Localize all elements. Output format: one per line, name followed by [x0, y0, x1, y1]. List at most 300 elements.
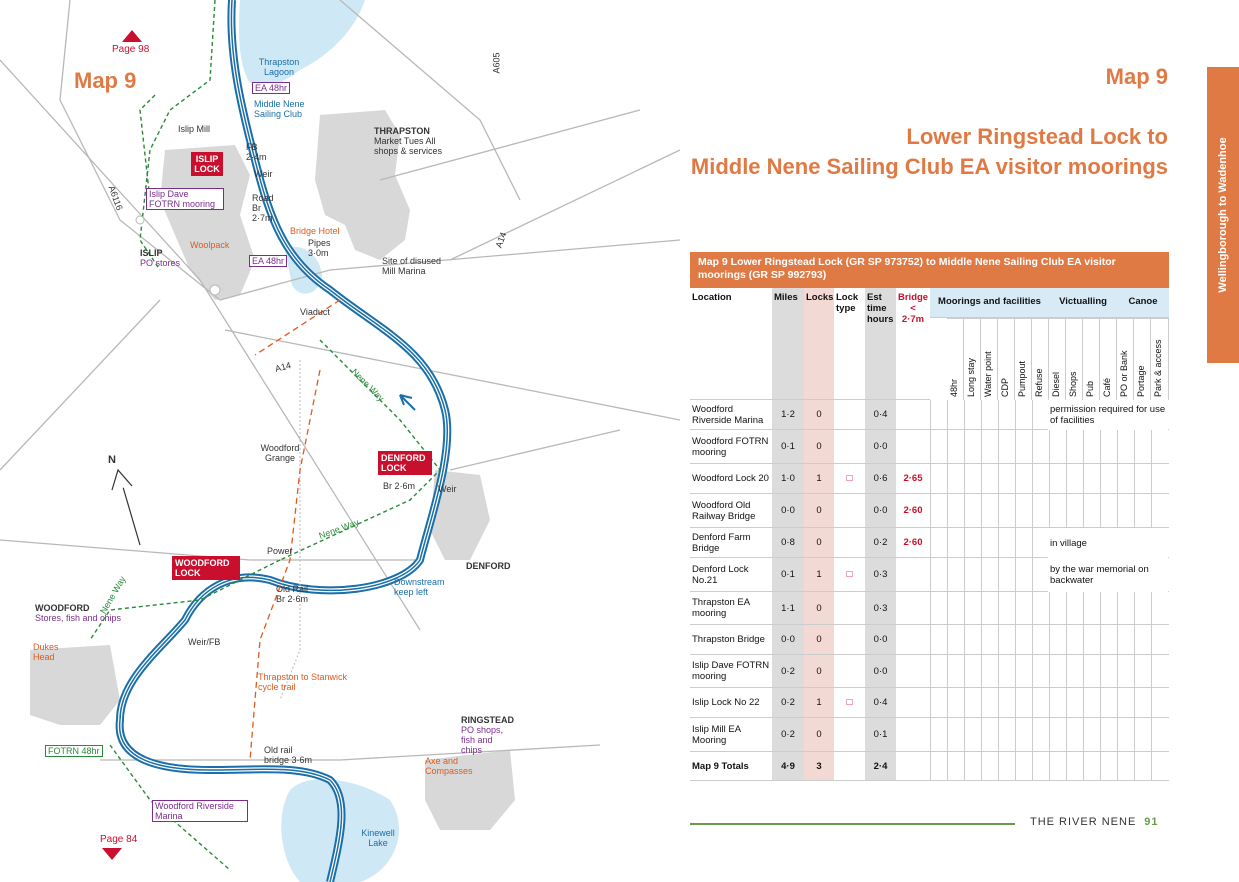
row-bridge [896, 430, 930, 464]
row-miles: 0·8 [772, 528, 804, 558]
row-facility-cell [947, 655, 964, 688]
row-bridge [896, 625, 930, 655]
row-facility-cell [964, 464, 981, 494]
label-woolpack: Woolpack [190, 240, 230, 250]
row-facility-cell [981, 558, 998, 592]
totals-facility-cell [1032, 752, 1049, 781]
header-location: Location [690, 288, 772, 400]
page-up-arrow [122, 30, 142, 42]
row-facility-cell [947, 528, 964, 558]
row-facility-cell [947, 430, 964, 464]
row-facility-cell [981, 494, 998, 528]
label-cycle-trail: Thrapston to Stanwick cycle trail [258, 672, 348, 692]
row-locks: 0 [804, 655, 834, 688]
row-location: Woodford Riverside Marina [690, 400, 772, 430]
header-locks: Locks [804, 288, 834, 400]
subheader-9: Café [1100, 318, 1117, 400]
row-lock-type [834, 430, 865, 464]
row-lock-type [834, 625, 865, 655]
row-facility-cell [1049, 494, 1066, 528]
row-lock-type [834, 494, 865, 528]
row-facility-cell [998, 688, 1015, 718]
row-facility-cell [1134, 718, 1151, 752]
page-ref-top[interactable]: Page 98 [112, 44, 150, 55]
label-pipes: Pipes 3·0m [308, 238, 331, 258]
row-locks: 1 [804, 688, 834, 718]
row-bridge [896, 400, 930, 430]
label-islip-dave: Islip Dave FOTRN mooring [146, 188, 224, 210]
row-facility-cell [1100, 464, 1117, 494]
row-facility-cell [947, 494, 964, 528]
label-nene-way-1: Nene Way [349, 366, 387, 404]
row-facility-cell [964, 494, 981, 528]
row-facility-cell [1134, 464, 1151, 494]
row-facility-cell [964, 625, 981, 655]
row-facility-cell [930, 558, 947, 592]
row-lock-type: □ [834, 464, 865, 494]
totals-hours: 2·4 [865, 752, 896, 781]
row-miles: 0·0 [772, 494, 804, 528]
subheader-12: Park & access [1151, 318, 1169, 400]
row-facility-cell [981, 625, 998, 655]
row-facility-cell [1032, 625, 1049, 655]
totals-facility-cell [1066, 752, 1083, 781]
row-locks: 0 [804, 400, 834, 430]
row-facility-cell [930, 494, 947, 528]
row-hours: 0·6 [865, 464, 896, 494]
label-nene-way-2: Nene Way [317, 517, 361, 541]
row-facility-cell [930, 430, 947, 464]
row-facility-cell [1015, 528, 1032, 558]
row-miles: 0·0 [772, 625, 804, 655]
totals-miles: 4·9 [772, 752, 804, 781]
row-facility-cell [1032, 494, 1049, 528]
subheader-8: Pub [1083, 318, 1100, 400]
footer [1030, 816, 1159, 828]
row-facility-cell [1117, 592, 1134, 625]
row-facility-cell [1066, 718, 1083, 752]
subheader-0: 48hr [947, 318, 964, 400]
row-facility-cell [1134, 625, 1151, 655]
row-facility-cell [947, 688, 964, 718]
row-location: Woodford Old Railway Bridge [690, 494, 772, 528]
row-miles: 0·2 [772, 688, 804, 718]
row-facility-cell [1117, 718, 1134, 752]
row-facility-cell [930, 625, 947, 655]
label-islip-sub: PO stores [140, 258, 181, 268]
row-facility-cell [930, 655, 947, 688]
row-facility-cell [1066, 592, 1083, 625]
row-facility-cell [930, 592, 947, 625]
north-arrow [112, 470, 140, 545]
row-facility-cell [1015, 625, 1032, 655]
row-facility-cell [1049, 430, 1066, 464]
totals-facility-cell [930, 752, 947, 781]
row-facility-cell [1049, 718, 1066, 752]
totals-facility-cell [1015, 752, 1032, 781]
row-facility-cell [930, 528, 947, 558]
row-miles: 0·2 [772, 718, 804, 752]
label-a6116: A6116 [106, 184, 125, 212]
subheader-6: Diesel [1049, 318, 1066, 400]
page-heading-line1: Lower Ringstead Lock to [906, 124, 1168, 149]
row-hours: 0·4 [865, 400, 896, 430]
label-sailing-club: Middle Nene Sailing Club [254, 99, 305, 119]
row-facility-cell [1032, 528, 1049, 558]
label-fb: FB 2·4m [246, 142, 267, 162]
row-lock-type [834, 655, 865, 688]
label-thrapston: THRAPSTON [374, 126, 430, 136]
row-hours: 0·2 [865, 528, 896, 558]
label-disused-marina: Site of disused Mill Marina [382, 256, 442, 276]
row-facility-cell [998, 655, 1015, 688]
row-hours: 0·3 [865, 558, 896, 592]
row-facility-cell [964, 655, 981, 688]
row-facility-cell [981, 655, 998, 688]
row-facility-cell [964, 430, 981, 464]
label-power: Power [267, 546, 293, 556]
row-facility-cell [930, 718, 947, 752]
label-islip: ISLIP [140, 248, 163, 258]
row-facility-cell [981, 464, 998, 494]
label-denford-lock: DENFORD LOCK [378, 451, 432, 475]
label-thrapston-sub: Market Tues All shops & services [374, 136, 443, 156]
row-miles: 0·1 [772, 430, 804, 464]
row-location: Woodford FOTRN mooring [690, 430, 772, 464]
row-location: Islip Dave FOTRN mooring [690, 655, 772, 688]
totals-facility-cell [964, 752, 981, 781]
row-location: Thrapston Bridge [690, 625, 772, 655]
row-hours: 0·4 [865, 688, 896, 718]
row-facility-cell [1083, 688, 1100, 718]
label-dukes-head: Dukes Head [33, 642, 59, 662]
label-a605: A605 [491, 52, 502, 74]
row-facility-cell [1032, 430, 1049, 464]
row-facility-cell [1151, 494, 1169, 528]
subheader-2: Water point [981, 318, 998, 400]
row-hours: 0·0 [865, 655, 896, 688]
row-facility-cell [998, 718, 1015, 752]
row-facility-cell [1134, 655, 1151, 688]
row-location: Woodford Lock 20 [690, 464, 772, 494]
row-facility-cell [1100, 430, 1117, 464]
row-facility-cell [981, 718, 998, 752]
row-facility-cell [981, 400, 998, 430]
row-miles: 1·0 [772, 464, 804, 494]
row-facility-cell [1134, 592, 1151, 625]
row-facility-cell [981, 430, 998, 464]
header-bridge: Bridge < 2·7m [896, 288, 930, 400]
table-title: Map 9 Lower Ringstead Lock (GR SP 973752) to Middle Nene Sailing Club EA visitor moorings (GR SP 992793) [690, 252, 1169, 288]
label-denford: DENFORD [466, 561, 511, 571]
subheader-5: Refuse [1032, 318, 1049, 400]
row-facility-cell [947, 558, 964, 592]
row-facility-cell [1032, 400, 1049, 430]
page-down-arrow [102, 848, 122, 860]
label-nene-way-3: Nene Way [98, 574, 128, 616]
subheader-10: PO or Bank [1117, 318, 1134, 400]
label-ea48-top: EA 48hr [252, 82, 290, 94]
label-downstream: Downstream keep left [394, 577, 445, 597]
row-note: permission required for use of facilities [1048, 400, 1168, 430]
row-facility-cell [998, 494, 1015, 528]
row-facility-cell [964, 592, 981, 625]
row-facility-cell [1083, 464, 1100, 494]
row-facility-cell [1151, 592, 1169, 625]
label-old-rail-1: Old Rail Br 2·6m [276, 584, 309, 604]
header-est-time: Est time hours [865, 288, 896, 400]
row-facility-cell [930, 400, 947, 430]
subheader-7: Shops [1066, 318, 1083, 400]
header-lock-type: Lock type [834, 288, 865, 400]
row-facility-cell [981, 528, 998, 558]
row-facility-cell [1100, 494, 1117, 528]
row-facility-cell [1151, 655, 1169, 688]
row-bridge: 2·60 [896, 494, 930, 528]
row-facility-cell [964, 528, 981, 558]
row-facility-cell [1066, 688, 1083, 718]
page-number: 91 [1144, 816, 1159, 828]
row-locks: 1 [804, 464, 834, 494]
row-facility-cell [947, 625, 964, 655]
row-lock-type [834, 718, 865, 752]
row-facility-cell [1117, 655, 1134, 688]
row-facility-cell [947, 464, 964, 494]
page-heading-line2: Middle Nene Sailing Club EA visitor moorings [690, 154, 1168, 179]
row-facility-cell [1066, 430, 1083, 464]
label-kinewell-lake: Kinewell Lake [361, 828, 395, 848]
row-locks: 0 [804, 430, 834, 464]
row-facility-cell [1015, 558, 1032, 592]
row-lock-type: □ [834, 688, 865, 718]
row-facility-cell [998, 430, 1015, 464]
label-islip-mill: Islip Mill [178, 124, 211, 134]
label-weir-top: Weir [254, 169, 273, 179]
row-locks: 1 [804, 558, 834, 592]
row-facility-cell [998, 528, 1015, 558]
row-facility-cell [1117, 625, 1134, 655]
row-miles: 1·2 [772, 400, 804, 430]
row-facility-cell [1032, 655, 1049, 688]
row-facility-cell [1134, 430, 1151, 464]
row-facility-cell [1015, 400, 1032, 430]
row-locks: 0 [804, 718, 834, 752]
row-facility-cell [1117, 430, 1134, 464]
map-title: Map 9 [74, 68, 137, 93]
subheader-11: Portage [1134, 318, 1151, 400]
label-ringstead-sub: PO shops, fish and chips [461, 725, 504, 755]
label-road-br: Road Br 2·7m [252, 193, 274, 223]
totals-label: Map 9 Totals [690, 752, 772, 781]
label-marina: Woodford Riverside Marina [152, 800, 248, 822]
row-facility-cell [964, 718, 981, 752]
row-facility-cell [1066, 494, 1083, 528]
row-facility-cell [1032, 592, 1049, 625]
row-lock-type [834, 592, 865, 625]
label-a14-mid: A14 [273, 360, 293, 374]
row-facility-cell [1151, 625, 1169, 655]
row-facility-cell [1032, 718, 1049, 752]
row-facility-cell [1015, 718, 1032, 752]
row-bridge [896, 655, 930, 688]
row-miles: 0·1 [772, 558, 804, 592]
row-facility-cell [964, 688, 981, 718]
subheader-3: CDP [998, 318, 1015, 400]
label-woodford-lock: WOODFORD LOCK [172, 556, 240, 580]
row-locks: 0 [804, 528, 834, 558]
row-facility-cell [1015, 655, 1032, 688]
footer-rule [690, 823, 1015, 825]
row-facility-cell [1015, 688, 1032, 718]
totals-empty [896, 752, 930, 781]
totals-facility-cell [981, 752, 998, 781]
totals-facility-cell [1049, 752, 1066, 781]
section-tab-label: Wellingborough to Wadenhoe [1217, 137, 1229, 293]
totals-facility-cell [1100, 752, 1117, 781]
row-facility-cell [1049, 592, 1066, 625]
row-bridge [896, 592, 930, 625]
subheader-1: Long stay [964, 318, 981, 400]
row-facility-cell [1083, 430, 1100, 464]
row-hours: 0·0 [865, 494, 896, 528]
row-facility-cell [1049, 655, 1066, 688]
totals-facility-cell [998, 752, 1015, 781]
row-facility-cell [981, 592, 998, 625]
row-facility-cell [998, 400, 1015, 430]
row-location: Denford Lock No.21 [690, 558, 772, 592]
row-location: Islip Mill EA Mooring [690, 718, 772, 752]
row-hours: 0·0 [865, 430, 896, 464]
row-facility-cell [1032, 688, 1049, 718]
row-facility-cell [930, 464, 947, 494]
row-bridge: 2·60 [896, 528, 930, 558]
row-facility-cell [1083, 718, 1100, 752]
row-facility-cell [947, 400, 964, 430]
row-facility-cell [1151, 464, 1169, 494]
row-locks: 0 [804, 625, 834, 655]
page-map-title: Map 9 [1105, 64, 1168, 89]
row-miles: 1·1 [772, 592, 804, 625]
row-bridge: 2·65 [896, 464, 930, 494]
row-hours: 0·1 [865, 718, 896, 752]
label-axe-compasses: Axe and Compasses [425, 756, 473, 776]
row-lock-type [834, 528, 865, 558]
row-facility-cell [1151, 718, 1169, 752]
row-facility-cell [1083, 655, 1100, 688]
label-woodford: WOODFORD [35, 603, 90, 613]
row-facility-cell [981, 688, 998, 718]
row-miles: 0·2 [772, 655, 804, 688]
row-facility-cell [947, 592, 964, 625]
label-viaduct: Viaduct [300, 307, 330, 317]
totals-locks: 3 [804, 752, 834, 781]
row-lock-type: □ [834, 558, 865, 592]
label-thrapston-lagoon: Thrapston Lagoon [258, 57, 300, 77]
header-moorings: Moorings and facilities [930, 288, 1049, 318]
row-facility-cell [998, 558, 1015, 592]
totals-facility-cell [1134, 752, 1151, 781]
label-woodford-grange: Woodford Grange [260, 443, 300, 463]
totals-facility-cell [1151, 752, 1169, 781]
row-hours: 0·3 [865, 592, 896, 625]
row-facility-cell [1083, 625, 1100, 655]
direction-arrow [400, 395, 415, 410]
label-a14-top: A14 [493, 230, 509, 250]
row-facility-cell [1015, 464, 1032, 494]
row-facility-cell [1032, 464, 1049, 494]
label-woodford-sub: Stores, fish and chips [35, 613, 122, 623]
label-bridge-hotel: Bridge Hotel [290, 226, 340, 236]
row-facility-cell [1032, 558, 1049, 592]
row-facility-cell [1015, 494, 1032, 528]
label-br26: Br 2·6m [383, 481, 416, 491]
page-ref-bottom[interactable]: Page 84 [100, 834, 138, 845]
totals-empty [834, 752, 865, 781]
header-canoe: Canoe [1117, 288, 1169, 318]
totals-facility-cell [1083, 752, 1100, 781]
row-facility-cell [930, 688, 947, 718]
header-miles: Miles [772, 288, 804, 400]
row-facility-cell [1049, 688, 1066, 718]
totals-facility-cell [947, 752, 964, 781]
page-heading [648, 122, 1168, 182]
row-lock-type [834, 400, 865, 430]
row-location: Thrapston EA mooring [690, 592, 772, 625]
row-hours: 0·0 [865, 625, 896, 655]
label-weir-fb: Weir/FB [188, 637, 221, 647]
row-location: Islip Lock No 22 [690, 688, 772, 718]
row-facility-cell [947, 718, 964, 752]
label-ringstead: RINGSTEAD [461, 715, 515, 725]
row-facility-cell [1049, 464, 1066, 494]
row-facility-cell [1015, 592, 1032, 625]
row-facility-cell [1100, 592, 1117, 625]
row-facility-cell [964, 400, 981, 430]
subheader-4: Pumpout [1015, 318, 1032, 400]
row-locks: 0 [804, 494, 834, 528]
row-facility-cell [1049, 625, 1066, 655]
row-facility-cell [1015, 430, 1032, 464]
row-facility-cell [1134, 688, 1151, 718]
row-facility-cell [998, 625, 1015, 655]
row-facility-cell [1066, 464, 1083, 494]
north-label: N [108, 454, 116, 466]
row-bridge [896, 718, 930, 752]
row-facility-cell [1134, 494, 1151, 528]
row-facility-cell [1083, 494, 1100, 528]
row-facility-cell [998, 592, 1015, 625]
label-ea48-mid: EA 48hr [249, 255, 287, 267]
row-facility-cell [1100, 688, 1117, 718]
label-fotrn48: FOTRN 48hr [45, 745, 103, 757]
row-facility-cell [1151, 430, 1169, 464]
row-bridge [896, 688, 930, 718]
row-locks: 0 [804, 592, 834, 625]
header-victualling: Victualling [1049, 288, 1117, 318]
row-facility-cell [1066, 655, 1083, 688]
label-weir-denford: Weir [438, 484, 457, 494]
row-facility-cell [998, 464, 1015, 494]
row-bridge [896, 558, 930, 592]
row-facility-cell [1100, 718, 1117, 752]
row-facility-cell [1117, 494, 1134, 528]
row-location: Denford Farm Bridge [690, 528, 772, 558]
row-facility-cell [1083, 592, 1100, 625]
label-old-rail-2: Old rail bridge 3·6m [264, 745, 313, 765]
row-facility-cell [964, 558, 981, 592]
footer-title: THE RIVER NENE [1030, 816, 1137, 828]
row-note: in village [1048, 528, 1168, 558]
